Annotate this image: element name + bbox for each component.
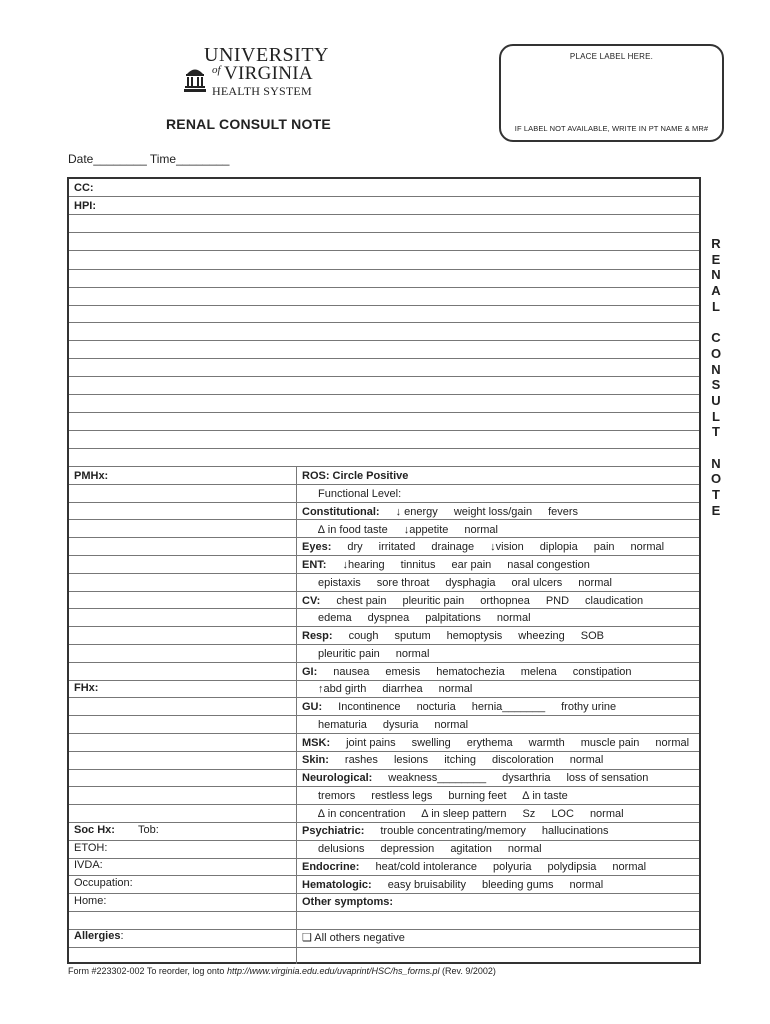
side-letter: [708, 314, 724, 330]
ros-option[interactable]: heat/cold intolerance: [375, 860, 477, 873]
ros-option[interactable]: ↓hearing: [342, 559, 385, 571]
ros-option[interactable]: constipation: [572, 665, 632, 678]
ros-option[interactable]: burning feet: [448, 789, 507, 802]
ros-option[interactable]: agitation: [450, 843, 492, 855]
ros-option[interactable]: tinnitus: [400, 559, 436, 571]
ros-row: [302, 557, 590, 574]
ros-option[interactable]: edema: [318, 612, 352, 625]
ros-option[interactable]: hallucinations: [541, 825, 609, 838]
side-letter: E: [711, 502, 721, 518]
ros-option[interactable]: depression: [380, 843, 435, 855]
ros-category-label: Eyes:: [302, 541, 332, 554]
ruled-line: [69, 358, 699, 359]
ruled-line: [69, 430, 699, 431]
ros-option[interactable]: joint pains: [346, 736, 396, 749]
ros-option[interactable]: ↑abd girth: [318, 683, 367, 696]
side-letter: R: [711, 236, 721, 251]
allergies-label: Allergies: [74, 930, 121, 942]
ros-option[interactable]: erythema: [466, 736, 513, 749]
ros-option[interactable]: chest pain: [336, 594, 387, 607]
ros-option[interactable]: ear pain: [451, 559, 492, 571]
ros-option[interactable]: normal: [589, 807, 624, 820]
ros-row: [318, 806, 624, 823]
column-divider: [296, 466, 297, 964]
ros-row: [302, 823, 609, 840]
ros-option[interactable]: normal: [507, 843, 542, 855]
ros-row: [302, 539, 664, 556]
ros-category-label: CV:: [302, 594, 321, 607]
ros-row: [302, 664, 632, 681]
tob-label: Tob:: [138, 824, 159, 836]
ivda-label: IVDA:: [74, 859, 103, 871]
ros-option[interactable]: wheezing: [518, 630, 565, 642]
ros-option[interactable]: normal: [434, 718, 469, 731]
ros-option[interactable]: cough: [348, 630, 379, 642]
ros-title: ROS: Circle Positive: [302, 470, 409, 482]
ros-option[interactable]: palpitations: [425, 612, 481, 625]
ros-option[interactable]: polyuria: [492, 860, 532, 873]
side-letter: N: [711, 361, 721, 377]
ros-option[interactable]: hemoptysis: [446, 630, 503, 642]
ros-option[interactable]: normal: [630, 541, 665, 554]
ros-row: [318, 717, 468, 734]
ros-option[interactable]: Incontinence: [338, 701, 401, 713]
ruled-line: [69, 340, 699, 341]
ros-row: [302, 628, 604, 645]
ruled-line: [69, 250, 699, 251]
side-letter: N: [711, 267, 721, 283]
ruled-line: [69, 376, 699, 377]
side-letter: L: [712, 298, 720, 314]
soc-hx-row: [74, 822, 159, 839]
footer-form-number: Form #223302-002 To reorder, log onto: [68, 966, 227, 976]
side-letter: [708, 440, 724, 456]
ros-option[interactable]: ↓ energy: [395, 505, 438, 518]
ros-option[interactable]: dysphagia: [445, 576, 496, 589]
ros-option[interactable]: SOB: [580, 630, 604, 642]
ros-option[interactable]: bleeding gums: [481, 878, 554, 891]
ruled-line: [69, 412, 699, 413]
ros-row: [318, 841, 542, 858]
side-letter: T: [712, 424, 720, 440]
rotunda-icon: [184, 64, 206, 94]
ros-option[interactable]: epistaxis: [318, 576, 361, 589]
reorder-link[interactable]: http://www.virginia.edu.edu/uvaprint/HSC/hs_forms.pl: [226, 966, 440, 976]
ros-option[interactable]: swelling: [411, 736, 451, 749]
ros-option[interactable]: PND: [545, 594, 570, 607]
ros-row: [302, 504, 578, 521]
ros-option[interactable]: emesis: [385, 665, 421, 678]
patient-label-box: [499, 44, 724, 142]
etoh-label: ETOH:: [74, 842, 108, 854]
side-letter: A: [711, 283, 721, 299]
ros-row: [302, 894, 393, 911]
ruled-line: [69, 448, 699, 449]
ros-row: [318, 681, 472, 698]
ros-option[interactable]: pleuritic pain: [318, 647, 380, 660]
ros-option[interactable]: polydipsia: [547, 860, 597, 873]
ros-category-label: Constitutional:: [302, 505, 380, 518]
ros-category-label: MSK:: [302, 736, 331, 749]
ros-category-label: ENT:: [302, 559, 327, 571]
ros-option[interactable]: ↓appetite: [403, 523, 449, 536]
ros-option[interactable]: delusions: [318, 843, 365, 855]
ros-option[interactable]: normal: [496, 612, 531, 625]
ros-row: [302, 593, 643, 610]
ros-option[interactable]: weight loss/gain: [453, 505, 533, 518]
ros-option[interactable]: normal: [655, 736, 690, 749]
ruled-line: [69, 269, 699, 270]
ros-category-label: Resp:: [302, 630, 333, 642]
ros-option[interactable]: oral ulcers: [511, 576, 563, 589]
occupation-label: Occupation:: [74, 877, 133, 889]
ruled-line: [69, 394, 699, 395]
ros-option[interactable]: Sz: [522, 807, 536, 820]
side-letter: N: [711, 455, 721, 471]
label-box-top-text: PLACE LABEL HERE.: [569, 52, 654, 61]
ros-category-label: GU:: [302, 701, 323, 713]
ros-option[interactable]: nausea: [333, 665, 370, 678]
ros-option[interactable]: lesions: [393, 754, 429, 767]
ros-option[interactable]: normal: [438, 683, 473, 696]
ros-category-label: Neurological:: [302, 772, 373, 784]
side-letter: U: [711, 392, 721, 408]
ros-option[interactable]: restless legs: [371, 789, 433, 802]
ros-category-label: Skin:: [302, 754, 329, 767]
ros-category-label: Hematologic:: [302, 878, 372, 891]
ros-option[interactable]: ❑ All others negative: [302, 931, 405, 944]
ros-option[interactable]: dry: [347, 541, 363, 554]
ros-option[interactable]: ∆ in taste: [522, 789, 568, 802]
ros-option[interactable]: diplopia: [539, 541, 578, 554]
date-time-field[interactable]: Date________ Time________: [68, 152, 230, 166]
soc-hx-label: Soc Hx:: [74, 824, 115, 836]
ros-option[interactable]: dyspnea: [367, 612, 410, 625]
ros-option[interactable]: rashes: [344, 754, 378, 767]
logo-of: of: [212, 64, 221, 76]
ros-row: [318, 788, 568, 805]
cc-label: CC:: [74, 182, 94, 194]
ros-option[interactable]: weakness________: [388, 772, 487, 784]
ros-option[interactable]: irritated: [378, 541, 416, 554]
side-letter: O: [710, 345, 722, 361]
side-vertical-title: [708, 236, 724, 518]
ruled-line: [69, 214, 699, 215]
ros-option[interactable]: ∆ in sleep pattern: [421, 807, 507, 820]
hpi-label: HPI:: [74, 200, 96, 212]
ros-option[interactable]: drainage: [431, 541, 475, 554]
fhx-label: FHx:: [74, 682, 99, 694]
pmhx-label: PMHx:: [74, 470, 109, 482]
ros-row: [318, 522, 498, 539]
side-letter: S: [711, 377, 721, 393]
ros-option[interactable]: fevers: [548, 505, 579, 518]
ruled-line: [69, 322, 699, 323]
ros-option[interactable]: sore throat: [376, 576, 430, 589]
uva-logo: [184, 44, 329, 100]
ros-row: [302, 735, 689, 752]
ros-option[interactable]: normal: [578, 576, 612, 589]
ros-option[interactable]: sputum: [394, 630, 431, 642]
ros-category-label: GI:: [302, 665, 318, 678]
ros-option[interactable]: melena: [520, 665, 557, 678]
home-label: Home:: [74, 895, 107, 907]
allergies-row: [74, 928, 124, 945]
logo-line-virginia: VIRGINIA: [224, 63, 313, 84]
ruled-line: [69, 232, 699, 233]
ros-option[interactable]: discoloration: [491, 754, 554, 767]
ros-option[interactable]: trouble concentrating/memory: [380, 825, 526, 838]
ruled-line: [69, 466, 699, 467]
side-letter: C: [711, 330, 721, 346]
ros-option[interactable]: ∆ in concentration: [318, 807, 406, 820]
ros-option[interactable]: normal: [569, 878, 604, 891]
ros-row: [318, 610, 531, 627]
ros-option[interactable]: normal: [569, 754, 604, 767]
ros-option[interactable]: nasal congestion: [507, 559, 590, 571]
ros-row: [318, 646, 429, 663]
logo-line-health-system: HEALTH SYSTEM: [212, 84, 312, 98]
ros-option[interactable]: warmth: [528, 736, 565, 749]
consult-form: [67, 177, 701, 964]
ros-row: [302, 770, 648, 787]
ruled-line: [69, 947, 699, 948]
label-box-bottom-text: IF LABEL NOT AVAILABLE, WRITE IN PT NAME & MR#: [514, 124, 709, 133]
ros-option[interactable]: ∆ in food taste: [318, 523, 388, 536]
ros-option[interactable]: tremors: [318, 789, 356, 802]
ros-option[interactable]: orthopnea: [480, 594, 530, 607]
side-letter: T: [712, 487, 720, 502]
ros-option[interactable]: muscle pain: [580, 736, 640, 749]
ros-option[interactable]: hematuria: [318, 718, 367, 731]
ros-option[interactable]: frothy urine: [561, 701, 617, 713]
ros-option[interactable]: claudication: [585, 594, 644, 607]
side-letter: L: [712, 408, 720, 424]
ros-category-label: Endocrine:: [302, 860, 360, 873]
ros-option[interactable]: Functional Level:: [318, 488, 402, 500]
form-footer: [68, 966, 496, 976]
ruled-line: [69, 287, 699, 288]
ros-option[interactable]: easy bruisability: [387, 878, 466, 891]
ruled-line: [69, 196, 699, 197]
ros-row: [302, 699, 616, 716]
ros-option[interactable]: pain: [593, 541, 615, 554]
ros-option[interactable]: hernia_______: [471, 701, 546, 713]
ros-row: [302, 752, 603, 769]
ros-option[interactable]: pleuritic pain: [402, 594, 465, 607]
ros-category-label: Other symptoms:: [302, 896, 394, 909]
ros-option[interactable]: normal: [612, 860, 647, 873]
ros-row: [302, 859, 646, 876]
form-title: RENAL CONSULT NOTE: [166, 116, 331, 132]
ros-option[interactable]: loss of sensation: [566, 772, 649, 784]
ros-row: [302, 930, 405, 947]
ros-option[interactable]: nocturia: [416, 701, 456, 713]
ros-option[interactable]: ↓vision: [490, 541, 524, 554]
ros-row: [318, 575, 612, 592]
side-letter: O: [710, 471, 722, 487]
ruled-line: [69, 305, 699, 306]
ros-option[interactable]: dysarthria: [502, 772, 551, 784]
ros-option[interactable]: normal: [464, 523, 498, 536]
logo-line-university: UNIVERSITY: [204, 44, 329, 66]
ros-option[interactable]: hematochezia: [436, 665, 505, 678]
allergies-colon: :: [120, 930, 124, 942]
side-letter: E: [711, 251, 721, 267]
ros-option[interactable]: LOC: [551, 807, 574, 820]
footer-revision: (Rev. 9/2002): [439, 966, 496, 976]
ros-row: [302, 877, 603, 894]
ros-option[interactable]: diarrhea: [382, 683, 423, 696]
ros-option[interactable]: normal: [395, 647, 430, 660]
ros-category-label: Psychiatric:: [302, 825, 365, 838]
ros-row: [318, 486, 401, 503]
ros-option[interactable]: itching: [444, 754, 476, 767]
ros-option[interactable]: dysuria: [382, 718, 419, 731]
